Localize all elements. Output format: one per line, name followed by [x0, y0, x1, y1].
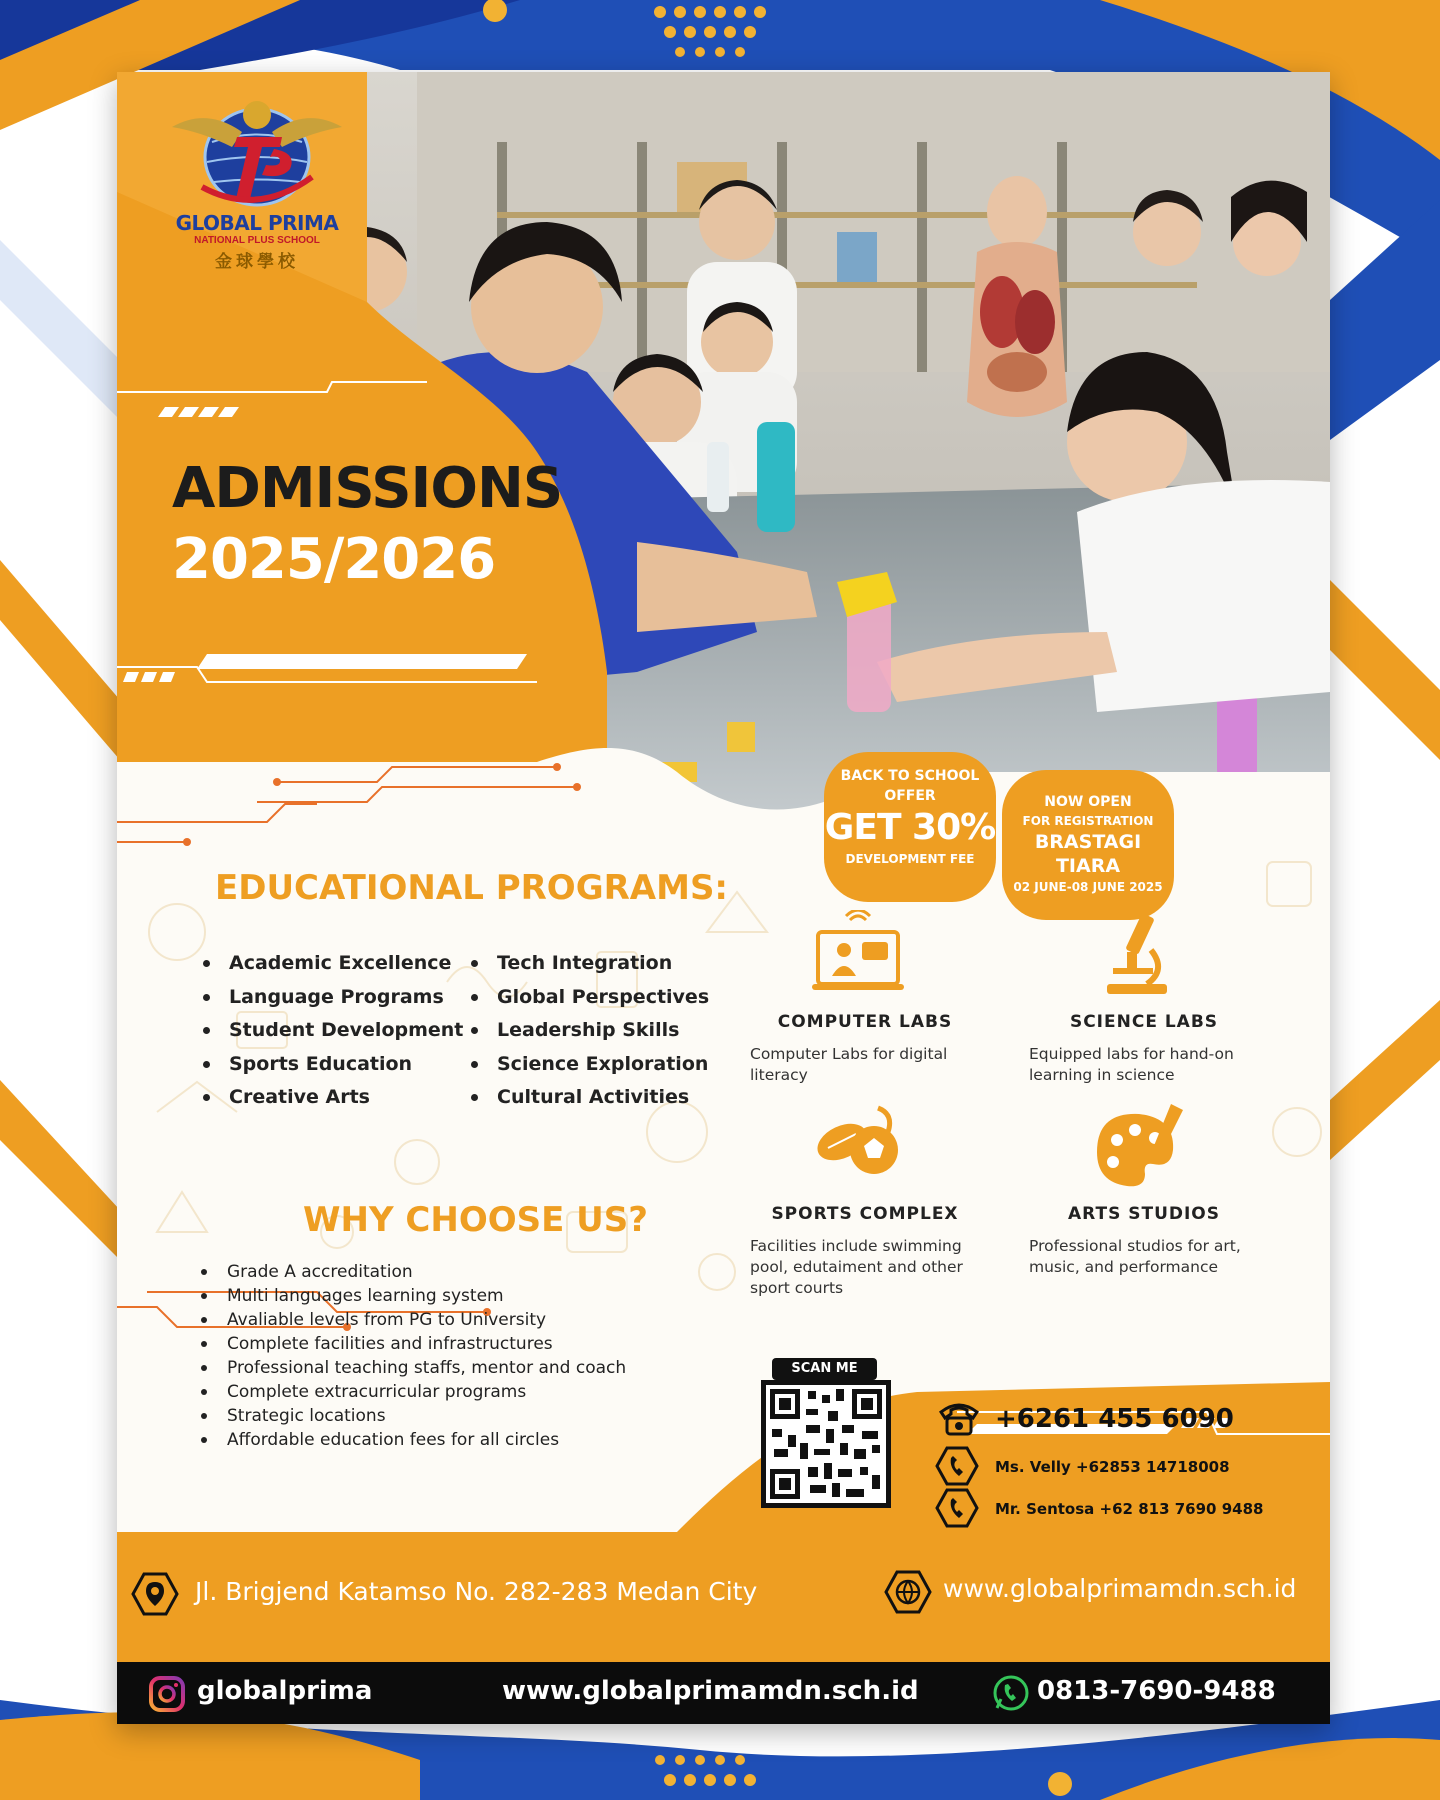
facility-title: COMPUTER LABS	[777, 1012, 953, 1032]
globe-eagle-emblem	[162, 87, 352, 217]
list-item: Complete facilities and infrastructures	[201, 1334, 626, 1358]
admission-poster	[117, 72, 1330, 1724]
open-place: BRASTAGI TIARA	[1034, 831, 1142, 877]
whatsapp-icon	[992, 1674, 1030, 1712]
facility-arts-studios	[1029, 1102, 1289, 1362]
offer-discount: GET 30%	[824, 807, 996, 848]
facility-title: SPORTS COMPLEX	[771, 1204, 959, 1224]
contact-name: Ms. Velly	[995, 1458, 1071, 1476]
offer-badge	[824, 752, 996, 902]
phone-hex-icon	[935, 1446, 979, 1486]
list-item: Sports Education	[203, 1053, 463, 1087]
admissions-title: ADMISSIONS	[172, 456, 563, 521]
telephone-icon	[937, 1398, 981, 1438]
list-item: Academic Excellence	[203, 952, 463, 986]
facility-description: Facilities include swimming pool, edutaiment and other sport courts	[750, 1237, 963, 1297]
footer-website[interactable]: www.globalprimamdn.sch.id	[502, 1676, 919, 1706]
instagram-icon	[149, 1676, 185, 1712]
list-item: Complete extracurricular programs	[201, 1382, 626, 1406]
footer-bar	[117, 1662, 1330, 1724]
offer-line2: OFFER	[884, 788, 936, 804]
whatsapp-number[interactable]: 0813-7690-9488	[1037, 1676, 1276, 1706]
logo-chinese-name: 金球學校	[215, 252, 299, 272]
globe-icon	[884, 1570, 932, 1614]
facility-title: ARTS STUDIOS	[1067, 1204, 1221, 1224]
open-line1: NOW OPEN	[1044, 794, 1132, 810]
list-item: Affordable education fees for all circles	[201, 1430, 626, 1454]
list-item: Cultural Activities	[471, 1086, 709, 1120]
list-item: Global Perspectives	[471, 986, 709, 1020]
school-address: Jl. Brigjend Katamso No. 282-283 Medan City	[195, 1577, 758, 1606]
registration-badge	[1002, 770, 1174, 920]
school-logo	[162, 87, 352, 327]
contact-phone: +62853 14718008	[1076, 1458, 1230, 1476]
website-link[interactable]: www.globalprimamdn.sch.id	[943, 1574, 1297, 1603]
computer-lab-icon	[808, 910, 908, 1000]
logo-name: GLOBAL PRIMA	[175, 211, 339, 235]
programs-list-left	[203, 952, 463, 1120]
contact-sentosa[interactable]	[995, 1500, 1263, 1518]
list-item: Avaliable levels from PG to University	[201, 1310, 626, 1334]
list-item: Creative Arts	[203, 1086, 463, 1120]
list-item: Student Development	[203, 1019, 463, 1053]
facility-description: Computer Labs for digital literacy	[750, 1045, 948, 1084]
list-item: Language Programs	[203, 986, 463, 1020]
contact-phone: +62 813 7690 9488	[1099, 1500, 1264, 1518]
programs-list-right	[471, 952, 709, 1120]
location-pin-icon	[131, 1572, 179, 1616]
contact-velly[interactable]	[995, 1458, 1230, 1476]
open-line2: FOR REGISTRATION	[1022, 814, 1154, 828]
why-title: WHY CHOOSE US?	[303, 1200, 648, 1240]
scan-me-label: SCAN ME	[772, 1358, 877, 1380]
list-item: Professional teaching staffs, mentor and coach	[201, 1358, 626, 1382]
open-dates: 02 JUNE-08 JUNE 2025	[1013, 880, 1163, 894]
offer-line3: DEVELOPMENT FEE	[845, 852, 975, 866]
qr-code[interactable]	[761, 1380, 891, 1508]
microscope-icon	[1087, 910, 1187, 1000]
palette-icon	[1087, 1102, 1187, 1192]
admissions-year: 2025/2026	[172, 527, 496, 592]
facility-description: Equipped labs for hand-on learning in science	[1029, 1045, 1234, 1084]
list-item: Leadership Skills	[471, 1019, 709, 1053]
sports-ball-icon	[808, 1102, 908, 1192]
programs-title: EDUCATIONAL PROGRAMS:	[215, 868, 729, 908]
why-list	[201, 1262, 626, 1454]
facility-sports-complex	[750, 1102, 1010, 1362]
main-phone-number[interactable]: +6261 455 6090	[995, 1404, 1234, 1434]
list-item: Multi languages learning system	[201, 1286, 626, 1310]
instagram-handle[interactable]: globalprima	[197, 1676, 373, 1706]
list-item: Science Exploration	[471, 1053, 709, 1087]
contact-name: Mr. Sentosa	[995, 1500, 1095, 1518]
logo-subtitle: NATIONAL PLUS SCHOOL	[194, 235, 320, 246]
offer-line1: BACK TO SCHOOL	[840, 768, 980, 784]
facility-title: SCIENCE LABS	[1069, 1012, 1219, 1032]
facility-description: Professional studios for art, music, and performance	[1029, 1237, 1241, 1276]
phone-hex-icon	[935, 1488, 979, 1528]
list-item: Grade A accreditation	[201, 1262, 626, 1286]
qr-code-pattern	[766, 1385, 886, 1503]
list-item: Tech Integration	[471, 952, 709, 986]
list-item: Strategic locations	[201, 1406, 626, 1430]
